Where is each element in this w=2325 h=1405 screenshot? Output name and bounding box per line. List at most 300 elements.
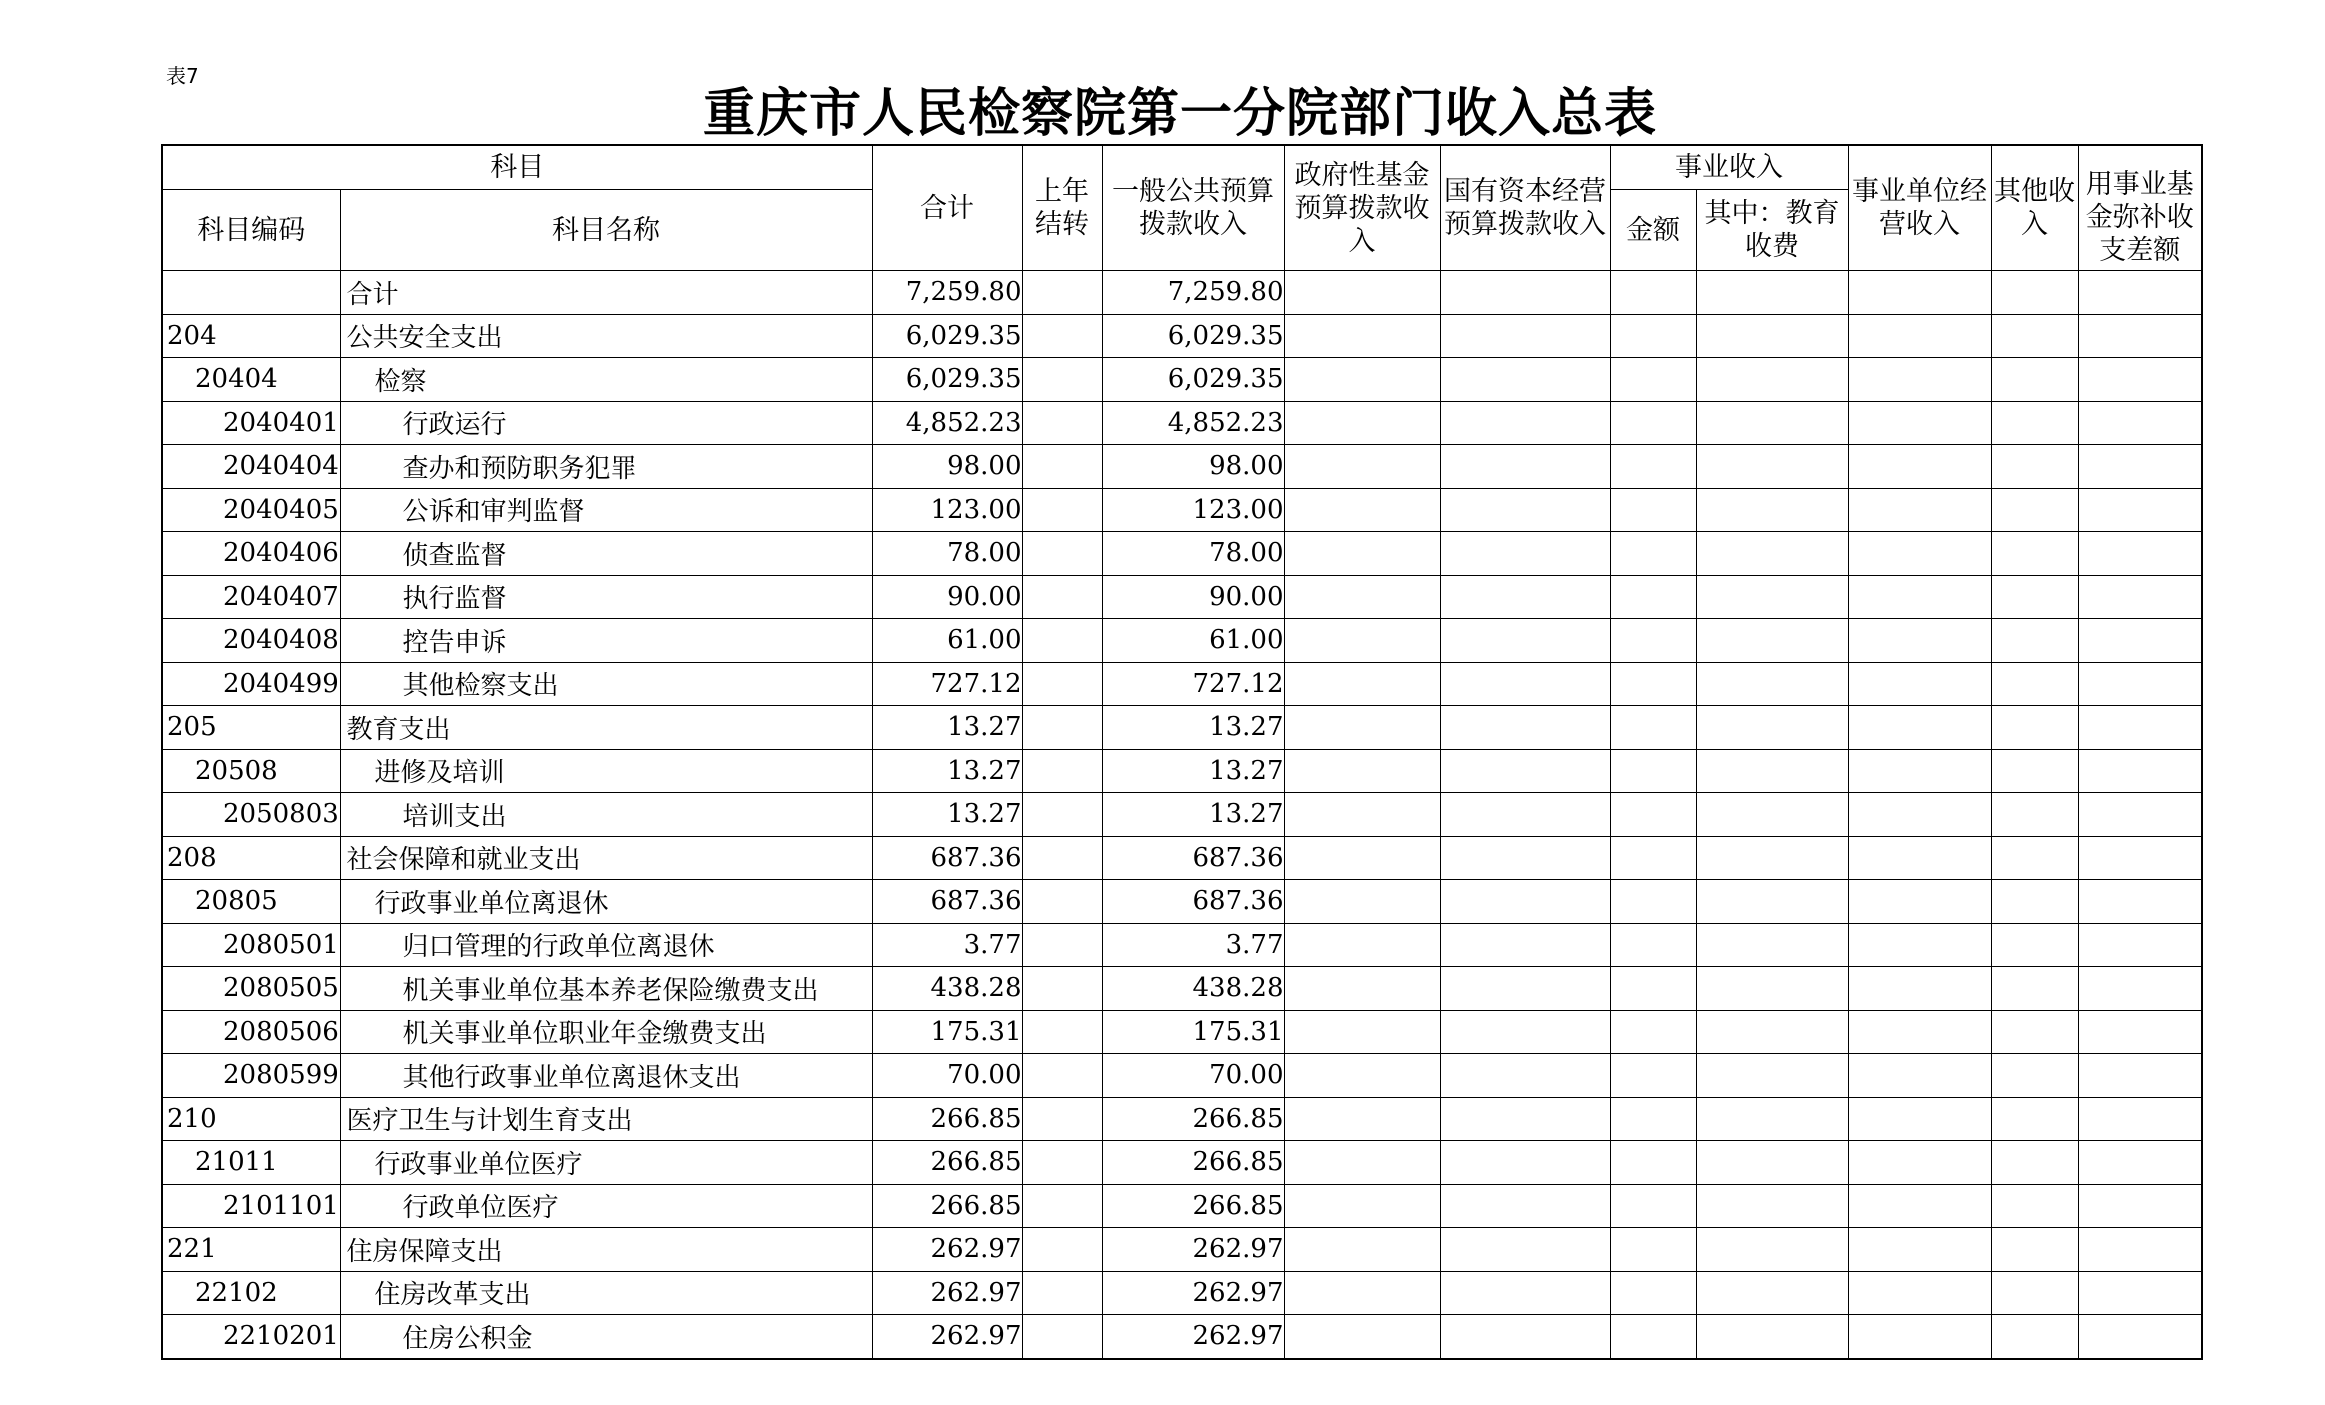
subject-name-cell: 执行监督	[340, 575, 872, 619]
other-income-cell	[1991, 619, 2078, 663]
gov-fund-cell	[1284, 967, 1440, 1011]
operating-income-cell	[1848, 923, 1991, 967]
amount-header: 金额	[1610, 190, 1696, 271]
state-capital-cell	[1440, 793, 1610, 837]
education-fee-cell	[1696, 314, 1848, 358]
gov-fund-cell	[1284, 1010, 1440, 1054]
gov-fund-cell	[1284, 706, 1440, 750]
table-row	[162, 967, 2202, 1011]
carryover-cell	[1022, 358, 1102, 402]
carryover-cell	[1022, 923, 1102, 967]
carryover-cell	[1022, 836, 1102, 880]
table-row	[162, 358, 2202, 402]
gov-fund-cell	[1284, 532, 1440, 576]
gov-fund-cell	[1284, 1184, 1440, 1228]
general-budget-cell: 123.00	[1102, 488, 1284, 532]
fund-supplement-cell	[2078, 836, 2202, 880]
gov-fund-cell	[1284, 836, 1440, 880]
general-budget-cell: 61.00	[1102, 619, 1284, 663]
fund-supplement-cell	[2078, 1184, 2202, 1228]
fund-supplement-cell	[2078, 271, 2202, 315]
general-budget-cell: 13.27	[1102, 749, 1284, 793]
subject-code-cell: 2040499	[162, 662, 340, 706]
subject-code-cell: 2040404	[162, 445, 340, 489]
table-row	[162, 662, 2202, 706]
subject-code-cell: 205	[162, 706, 340, 750]
general-budget-cell: 78.00	[1102, 532, 1284, 576]
amount-cell	[1610, 967, 1696, 1011]
subject-name-cell: 行政运行	[340, 401, 872, 445]
education-fee-cell	[1696, 793, 1848, 837]
education-fee-cell	[1696, 619, 1848, 663]
total-cell: 266.85	[872, 1097, 1022, 1141]
table-row	[162, 1315, 2202, 1359]
education-fee-cell	[1696, 401, 1848, 445]
amount-cell	[1610, 488, 1696, 532]
table-row	[162, 314, 2202, 358]
total-cell: 3.77	[872, 923, 1022, 967]
state-capital-cell	[1440, 662, 1610, 706]
education-fee-cell	[1696, 1097, 1848, 1141]
state-capital-cell	[1440, 749, 1610, 793]
table-row	[162, 1271, 2202, 1315]
total-cell: 266.85	[872, 1184, 1022, 1228]
operating-income-cell	[1848, 1010, 1991, 1054]
carryover-cell	[1022, 401, 1102, 445]
general-budget-cell: 687.36	[1102, 836, 1284, 880]
carryover-cell	[1022, 1315, 1102, 1359]
subject-name-cell: 行政事业单位医疗	[340, 1141, 872, 1185]
state-capital-cell	[1440, 1097, 1610, 1141]
state-capital-cell	[1440, 880, 1610, 924]
amount-cell	[1610, 1010, 1696, 1054]
other-income-cell	[1991, 1141, 2078, 1185]
amount-cell	[1610, 923, 1696, 967]
operating-income-cell	[1848, 1054, 1991, 1098]
amount-cell	[1610, 445, 1696, 489]
subject-name-cell: 检察	[340, 358, 872, 402]
state-capital-cell	[1440, 1054, 1610, 1098]
other-income-cell	[1991, 271, 2078, 315]
table-row	[162, 401, 2202, 445]
general-budget-cell: 262.97	[1102, 1228, 1284, 1272]
operating-income-cell	[1848, 1141, 1991, 1185]
gov-fund-cell	[1284, 488, 1440, 532]
carryover-cell	[1022, 1228, 1102, 1272]
subject-name-cell: 查办和预防职务犯罪	[340, 445, 872, 489]
total-cell: 70.00	[872, 1054, 1022, 1098]
general-budget-cell: 687.36	[1102, 880, 1284, 924]
operating-income-cell	[1848, 445, 1991, 489]
fund-supplement-header: 用事业基金弥补收支差额	[2078, 145, 2202, 271]
operating-income-cell	[1848, 793, 1991, 837]
education-fee-cell	[1696, 271, 1848, 315]
education-fee-cell	[1696, 706, 1848, 750]
amount-cell	[1610, 662, 1696, 706]
other-income-cell	[1991, 1054, 2078, 1098]
gov-fund-cell	[1284, 1271, 1440, 1315]
general-budget-cell: 262.97	[1102, 1271, 1284, 1315]
table-row	[162, 880, 2202, 924]
state-capital-cell	[1440, 358, 1610, 402]
table-row	[162, 575, 2202, 619]
subject-name-cell: 其他行政事业单位离退休支出	[340, 1054, 872, 1098]
fund-supplement-cell	[2078, 401, 2202, 445]
general-budget-cell: 3.77	[1102, 923, 1284, 967]
subject-code-cell: 2080501	[162, 923, 340, 967]
fund-supplement-cell	[2078, 1054, 2202, 1098]
subject-code-cell: 2080599	[162, 1054, 340, 1098]
education-fee-cell	[1696, 575, 1848, 619]
amount-cell	[1610, 1184, 1696, 1228]
general-budget-cell: 266.85	[1102, 1141, 1284, 1185]
operating-income-cell	[1848, 271, 1991, 315]
operating-income-cell	[1848, 358, 1991, 402]
table-row	[162, 488, 2202, 532]
education-fee-cell	[1696, 923, 1848, 967]
state-capital-cell	[1440, 1271, 1610, 1315]
state-capital-cell	[1440, 1141, 1610, 1185]
total-cell: 13.27	[872, 749, 1022, 793]
education-fee-cell	[1696, 1010, 1848, 1054]
state-capital-cell	[1440, 488, 1610, 532]
education-fee-cell	[1696, 1315, 1848, 1359]
gov-fund-cell	[1284, 923, 1440, 967]
subject-name-cell: 控告申诉	[340, 619, 872, 663]
total-cell: 13.27	[872, 793, 1022, 837]
carryover-cell	[1022, 1097, 1102, 1141]
other-income-cell	[1991, 532, 2078, 576]
subject-name-cell: 住房公积金	[340, 1315, 872, 1359]
fund-supplement-cell	[2078, 706, 2202, 750]
subject-name-cell: 机关事业单位基本养老保险缴费支出	[340, 967, 872, 1011]
other-income-cell	[1991, 445, 2078, 489]
table-row	[162, 836, 2202, 880]
gov-fund-cell	[1284, 619, 1440, 663]
total-cell: 438.28	[872, 967, 1022, 1011]
total-cell: 61.00	[872, 619, 1022, 663]
subject-name-cell: 机关事业单位职业年金缴费支出	[340, 1010, 872, 1054]
general-budget-cell: 266.85	[1102, 1097, 1284, 1141]
subject-name-cell: 行政单位医疗	[340, 1184, 872, 1228]
amount-cell	[1610, 1271, 1696, 1315]
operating-income-cell	[1848, 967, 1991, 1011]
total-cell: 78.00	[872, 532, 1022, 576]
state-capital-cell	[1440, 1228, 1610, 1272]
page-title: 重庆市人民检察院第一分院部门收入总表	[702, 84, 1657, 144]
subject-name-cell: 住房保障支出	[340, 1228, 872, 1272]
amount-cell	[1610, 1054, 1696, 1098]
carryover-cell	[1022, 488, 1102, 532]
operating-income-cell	[1848, 662, 1991, 706]
subject-name-cell: 合计	[340, 271, 872, 315]
other-income-cell	[1991, 1315, 2078, 1359]
general-budget-cell: 438.28	[1102, 967, 1284, 1011]
operating-income-cell	[1848, 314, 1991, 358]
operating-income-cell	[1848, 619, 1991, 663]
general-budget-cell: 175.31	[1102, 1010, 1284, 1054]
total-cell: 90.00	[872, 575, 1022, 619]
table-row	[162, 793, 2202, 837]
education-fee-cell	[1696, 1054, 1848, 1098]
fund-supplement-cell	[2078, 314, 2202, 358]
total-cell: 175.31	[872, 1010, 1022, 1054]
state-capital-cell	[1440, 575, 1610, 619]
fund-supplement-cell	[2078, 1141, 2202, 1185]
operating-income-cell	[1848, 1228, 1991, 1272]
table-row	[162, 1097, 2202, 1141]
carryover-cell	[1022, 793, 1102, 837]
subject-name-cell: 公共安全支出	[340, 314, 872, 358]
total-cell: 7,259.80	[872, 271, 1022, 315]
carryover-cell	[1022, 706, 1102, 750]
subject-code-cell: 20805	[162, 880, 340, 924]
gov-fund-cell	[1284, 793, 1440, 837]
subject-name-cell: 培训支出	[340, 793, 872, 837]
table-row	[162, 271, 2202, 315]
operating-income-cell	[1848, 1184, 1991, 1228]
carryover-cell	[1022, 880, 1102, 924]
carryover-cell	[1022, 662, 1102, 706]
total-cell: 6,029.35	[872, 358, 1022, 402]
subject-name-cell: 进修及培训	[340, 749, 872, 793]
fund-supplement-cell	[2078, 488, 2202, 532]
other-income-cell	[1991, 1271, 2078, 1315]
state-capital-header: 国有资本经营预算拨款收入	[1440, 145, 1610, 271]
gov-fund-cell	[1284, 575, 1440, 619]
operating-income-cell	[1848, 488, 1991, 532]
other-income-cell	[1991, 880, 2078, 924]
state-capital-cell	[1440, 271, 1610, 315]
carryover-cell	[1022, 749, 1102, 793]
subject-name-cell: 侦查监督	[340, 532, 872, 576]
amount-cell	[1610, 793, 1696, 837]
total-cell: 687.36	[872, 880, 1022, 924]
state-capital-cell	[1440, 923, 1610, 967]
fund-supplement-cell	[2078, 1228, 2202, 1272]
subject-name-cell: 医疗卫生与计划生育支出	[340, 1097, 872, 1141]
table-row	[162, 1184, 2202, 1228]
subject-code-cell: 2101101	[162, 1184, 340, 1228]
state-capital-cell	[1440, 1184, 1610, 1228]
table-row	[162, 445, 2202, 489]
other-income-cell	[1991, 358, 2078, 402]
subject-code-cell: 20508	[162, 749, 340, 793]
other-income-cell	[1991, 1228, 2078, 1272]
other-income-cell	[1991, 749, 2078, 793]
subject-code-header: 科目编码	[162, 190, 340, 271]
fund-supplement-cell	[2078, 1271, 2202, 1315]
state-capital-cell	[1440, 1315, 1610, 1359]
total-cell: 727.12	[872, 662, 1022, 706]
state-capital-cell	[1440, 967, 1610, 1011]
amount-cell	[1610, 619, 1696, 663]
gov-fund-cell	[1284, 662, 1440, 706]
other-income-cell	[1991, 1184, 2078, 1228]
total-cell: 98.00	[872, 445, 1022, 489]
carryover-cell	[1022, 271, 1102, 315]
education-fee-cell	[1696, 749, 1848, 793]
operating-income-header: 事业单位经营收入	[1848, 145, 1991, 271]
education-fee-cell	[1696, 1228, 1848, 1272]
carryover-cell	[1022, 619, 1102, 663]
other-income-cell	[1991, 488, 2078, 532]
subject-name-cell: 其他检察支出	[340, 662, 872, 706]
state-capital-cell	[1440, 836, 1610, 880]
table-row	[162, 619, 2202, 663]
amount-cell	[1610, 314, 1696, 358]
subject-code-cell	[162, 271, 340, 315]
general-budget-cell: 13.27	[1102, 706, 1284, 750]
operating-income-cell	[1848, 575, 1991, 619]
other-income-cell	[1991, 662, 2078, 706]
other-income-cell	[1991, 923, 2078, 967]
fund-supplement-cell	[2078, 967, 2202, 1011]
fund-supplement-cell	[2078, 532, 2202, 576]
income-summary-table	[161, 144, 2203, 1360]
gov-fund-cell	[1284, 445, 1440, 489]
subject-code-cell: 20404	[162, 358, 340, 402]
gov-fund-cell	[1284, 1228, 1440, 1272]
fund-supplement-cell	[2078, 662, 2202, 706]
carryover-cell	[1022, 314, 1102, 358]
amount-cell	[1610, 749, 1696, 793]
amount-cell	[1610, 1141, 1696, 1185]
carryover-cell	[1022, 1054, 1102, 1098]
subject-code-cell: 210	[162, 1097, 340, 1141]
table-row	[162, 1054, 2202, 1098]
fund-supplement-cell	[2078, 1010, 2202, 1054]
amount-cell	[1610, 1315, 1696, 1359]
table-number-label: 表7	[166, 64, 199, 88]
general-budget-cell: 727.12	[1102, 662, 1284, 706]
general-budget-cell: 6,029.35	[1102, 358, 1284, 402]
total-header: 合计	[872, 145, 1022, 271]
gov-fund-cell	[1284, 880, 1440, 924]
total-cell: 123.00	[872, 488, 1022, 532]
fund-supplement-cell	[2078, 619, 2202, 663]
subject-code-cell: 2040401	[162, 401, 340, 445]
total-cell: 6,029.35	[872, 314, 1022, 358]
amount-cell	[1610, 358, 1696, 402]
subject-code-cell: 2040405	[162, 488, 340, 532]
operating-income-cell	[1848, 749, 1991, 793]
amount-cell	[1610, 575, 1696, 619]
operating-income-cell	[1848, 880, 1991, 924]
subject-code-cell: 2040408	[162, 619, 340, 663]
state-capital-cell	[1440, 532, 1610, 576]
total-cell: 262.97	[872, 1271, 1022, 1315]
table-row	[162, 1228, 2202, 1272]
subject-code-cell: 2080505	[162, 967, 340, 1011]
fund-supplement-cell	[2078, 1315, 2202, 1359]
state-capital-cell	[1440, 619, 1610, 663]
other-income-cell	[1991, 575, 2078, 619]
general-budget-cell: 266.85	[1102, 1184, 1284, 1228]
subject-code-cell: 208	[162, 836, 340, 880]
carryover-header: 上年结转	[1022, 145, 1102, 271]
table-row	[162, 749, 2202, 793]
other-income-header: 其他收入	[1991, 145, 2078, 271]
general-budget-cell: 7,259.80	[1102, 271, 1284, 315]
education-fee-cell	[1696, 445, 1848, 489]
subject-name-cell: 教育支出	[340, 706, 872, 750]
general-budget-cell: 4,852.23	[1102, 401, 1284, 445]
fund-supplement-cell	[2078, 880, 2202, 924]
fund-supplement-cell	[2078, 1097, 2202, 1141]
other-income-cell	[1991, 401, 2078, 445]
carryover-cell	[1022, 1271, 1102, 1315]
public-service-header: 事业收入	[1610, 145, 1848, 190]
subject-name-cell: 住房改革支出	[340, 1271, 872, 1315]
subject-name-header: 科目名称	[340, 190, 872, 271]
gov-fund-cell	[1284, 314, 1440, 358]
table-row	[162, 1141, 2202, 1185]
education-fee-cell	[1696, 880, 1848, 924]
operating-income-cell	[1848, 1097, 1991, 1141]
education-fee-header: 其中：教育收费	[1696, 190, 1848, 271]
operating-income-cell	[1848, 532, 1991, 576]
fund-supplement-cell	[2078, 445, 2202, 489]
state-capital-cell	[1440, 401, 1610, 445]
carryover-cell	[1022, 967, 1102, 1011]
subject-code-cell: 2040407	[162, 575, 340, 619]
gov-fund-cell	[1284, 401, 1440, 445]
amount-cell	[1610, 1097, 1696, 1141]
carryover-cell	[1022, 445, 1102, 489]
general-budget-cell: 90.00	[1102, 575, 1284, 619]
subject-code-cell: 221	[162, 1228, 340, 1272]
education-fee-cell	[1696, 836, 1848, 880]
subject-code-cell: 2050803	[162, 793, 340, 837]
subject-code-cell: 2210201	[162, 1315, 340, 1359]
state-capital-cell	[1440, 706, 1610, 750]
subject-code-cell: 2080506	[162, 1010, 340, 1054]
education-fee-cell	[1696, 1184, 1848, 1228]
subject-name-cell: 归口管理的行政单位离退休	[340, 923, 872, 967]
fund-supplement-cell	[2078, 358, 2202, 402]
carryover-cell	[1022, 575, 1102, 619]
education-fee-cell	[1696, 1141, 1848, 1185]
amount-cell	[1610, 706, 1696, 750]
amount-cell	[1610, 271, 1696, 315]
fund-supplement-cell	[2078, 575, 2202, 619]
state-capital-cell	[1440, 314, 1610, 358]
general-budget-cell: 262.97	[1102, 1315, 1284, 1359]
operating-income-cell	[1848, 1315, 1991, 1359]
gov-fund-cell	[1284, 1097, 1440, 1141]
total-cell: 266.85	[872, 1141, 1022, 1185]
gov-fund-cell	[1284, 749, 1440, 793]
operating-income-cell	[1848, 401, 1991, 445]
education-fee-cell	[1696, 967, 1848, 1011]
total-cell: 262.97	[872, 1228, 1022, 1272]
subject-header: 科目	[162, 145, 872, 190]
amount-cell	[1610, 880, 1696, 924]
education-fee-cell	[1696, 662, 1848, 706]
operating-income-cell	[1848, 836, 1991, 880]
subject-code-cell: 21011	[162, 1141, 340, 1185]
fund-supplement-cell	[2078, 749, 2202, 793]
total-cell: 4,852.23	[872, 401, 1022, 445]
total-cell: 262.97	[872, 1315, 1022, 1359]
table-row	[162, 1010, 2202, 1054]
other-income-cell	[1991, 1010, 2078, 1054]
state-capital-cell	[1440, 1010, 1610, 1054]
fund-supplement-cell	[2078, 793, 2202, 837]
general-budget-cell: 13.27	[1102, 793, 1284, 837]
carryover-cell	[1022, 1141, 1102, 1185]
